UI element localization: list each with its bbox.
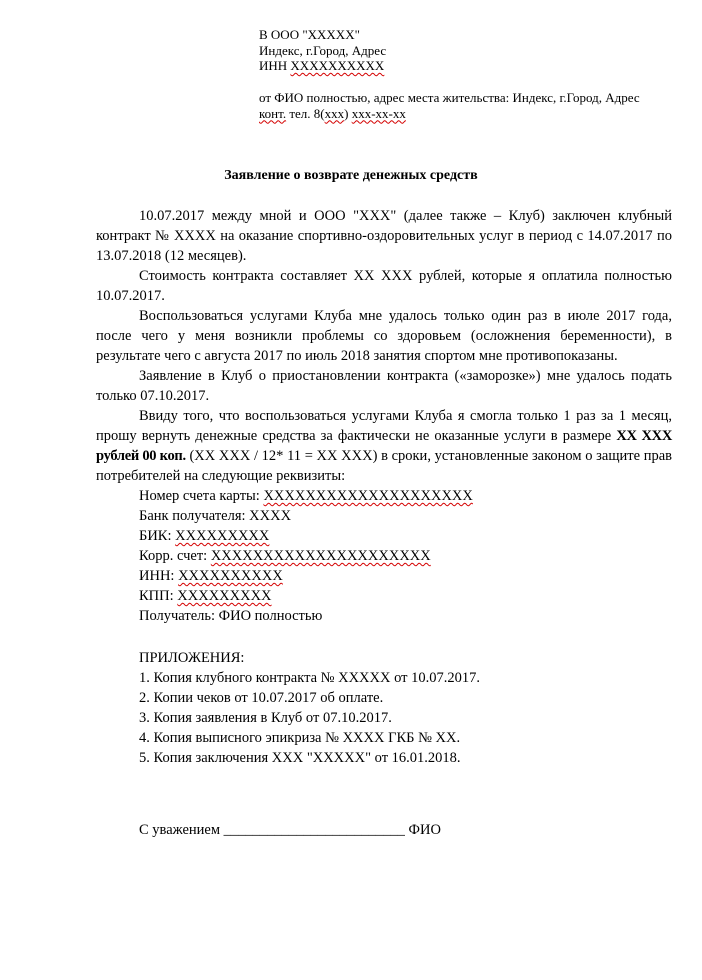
requisite-card: Номер счета карты: ХХХХХХХХХХХХХХХХХХХХ <box>139 488 473 504</box>
attachment-item: 2. Копии чеков от 10.07.2017 об оплате. <box>139 690 384 706</box>
requisite-bank: Банк получателя: ХХХХ <box>139 508 292 524</box>
addressee-inn-value: ХХХХХХХХХХ <box>290 58 385 73</box>
paragraph-health: Воспользоваться услугами Клуба мне удалось только один раз в июле 2017 года, после чего у меня возникли проблемы со здоровьем (осложнения беременности), в результате чего с августа 2017 по июль 2018 занятия спортом мне противопоказаны. <box>96 308 672 364</box>
addressee-inn: ИНН ХХХХХХХХХХ <box>259 58 385 73</box>
paragraph-freeze: Заявление в Клуб о приостановлении контракта («заморозке») мне удалось подать только 07.10.2017. <box>96 368 672 404</box>
refund-amount: ХХ ХХХ рублей 00 коп. <box>96 428 672 464</box>
paragraph-refund: Ввиду того, что воспользоваться услугами Клуба я смогла только 1 раз за 1 месяц, прошу вернуть денежные средства за фактически не оказанные услуги в размере ХХ ХХХ рублей 00 коп. (ХХ ХХХ / 12* 11 = ХХ ХХХ) в сроки, установленные законом о защите прав потребителей на следующие реквизиты: <box>96 408 672 484</box>
document-body <box>96 206 672 768</box>
sender-block <box>259 90 664 121</box>
sender-phone: конт. тел. 8(ххх) ххх-хх-хх <box>259 105 406 121</box>
requisite-bik: БИК: ХХХХХХХХХ <box>139 528 270 544</box>
attachment-item: 3. Копия заявления в Клуб от 07.10.2017. <box>139 710 392 726</box>
attachment-item: 1. Копия клубного контракта № ХХХХХ от 10.07.2017. <box>139 670 480 686</box>
requisites-list <box>96 486 672 626</box>
attachments-list <box>96 648 672 768</box>
requisite-corr: Корр. счет: ХХХХХХХХХХХХХХХХХХХХХ <box>139 548 431 564</box>
attachment-item: 5. Копия заключения ХХХ "ХХХХХ" от 16.01.2018. <box>139 750 461 766</box>
addressee-org: В ООО "ХХХХХ" <box>259 27 360 42</box>
attachment-item: 4. Копия выписного эпикриза № ХХХХ ГКБ № ХХ. <box>139 730 461 746</box>
requisite-kpp: КПП: ХХХХХХХХХ <box>139 588 272 604</box>
requisite-recipient: Получатель: ФИО полностью <box>139 608 323 624</box>
paragraph-contract: 10.07.2017 между мной и ООО "ХХХ" (далее также – Клуб) заключен клубный контракт № ХХХХ на оказание спортивно-оздоровительных услуг в период с 14.07.2017 по 13.07.2018 (12 месяцев). <box>96 208 672 264</box>
attachments-heading: ПРИЛОЖЕНИЯ: <box>139 650 245 666</box>
addressee-address: Индекс, г.Город, Адрес <box>259 42 387 58</box>
signature-line: С уважением _________________________ ФИО <box>139 822 441 838</box>
addressee-block <box>259 27 664 74</box>
sender-details: от ФИО полностью, адрес места жительства: Индекс, г.Город, Адрес <box>259 90 640 105</box>
document-title: Заявление о возврате денежных средств <box>224 168 478 183</box>
paragraph-cost: Стоимость контракта составляет ХХ ХХХ рублей, которые я оплатила полностью 10.07.2017. <box>96 268 672 304</box>
requisite-inn: ИНН: ХХХХХХХХХХ <box>139 568 283 584</box>
